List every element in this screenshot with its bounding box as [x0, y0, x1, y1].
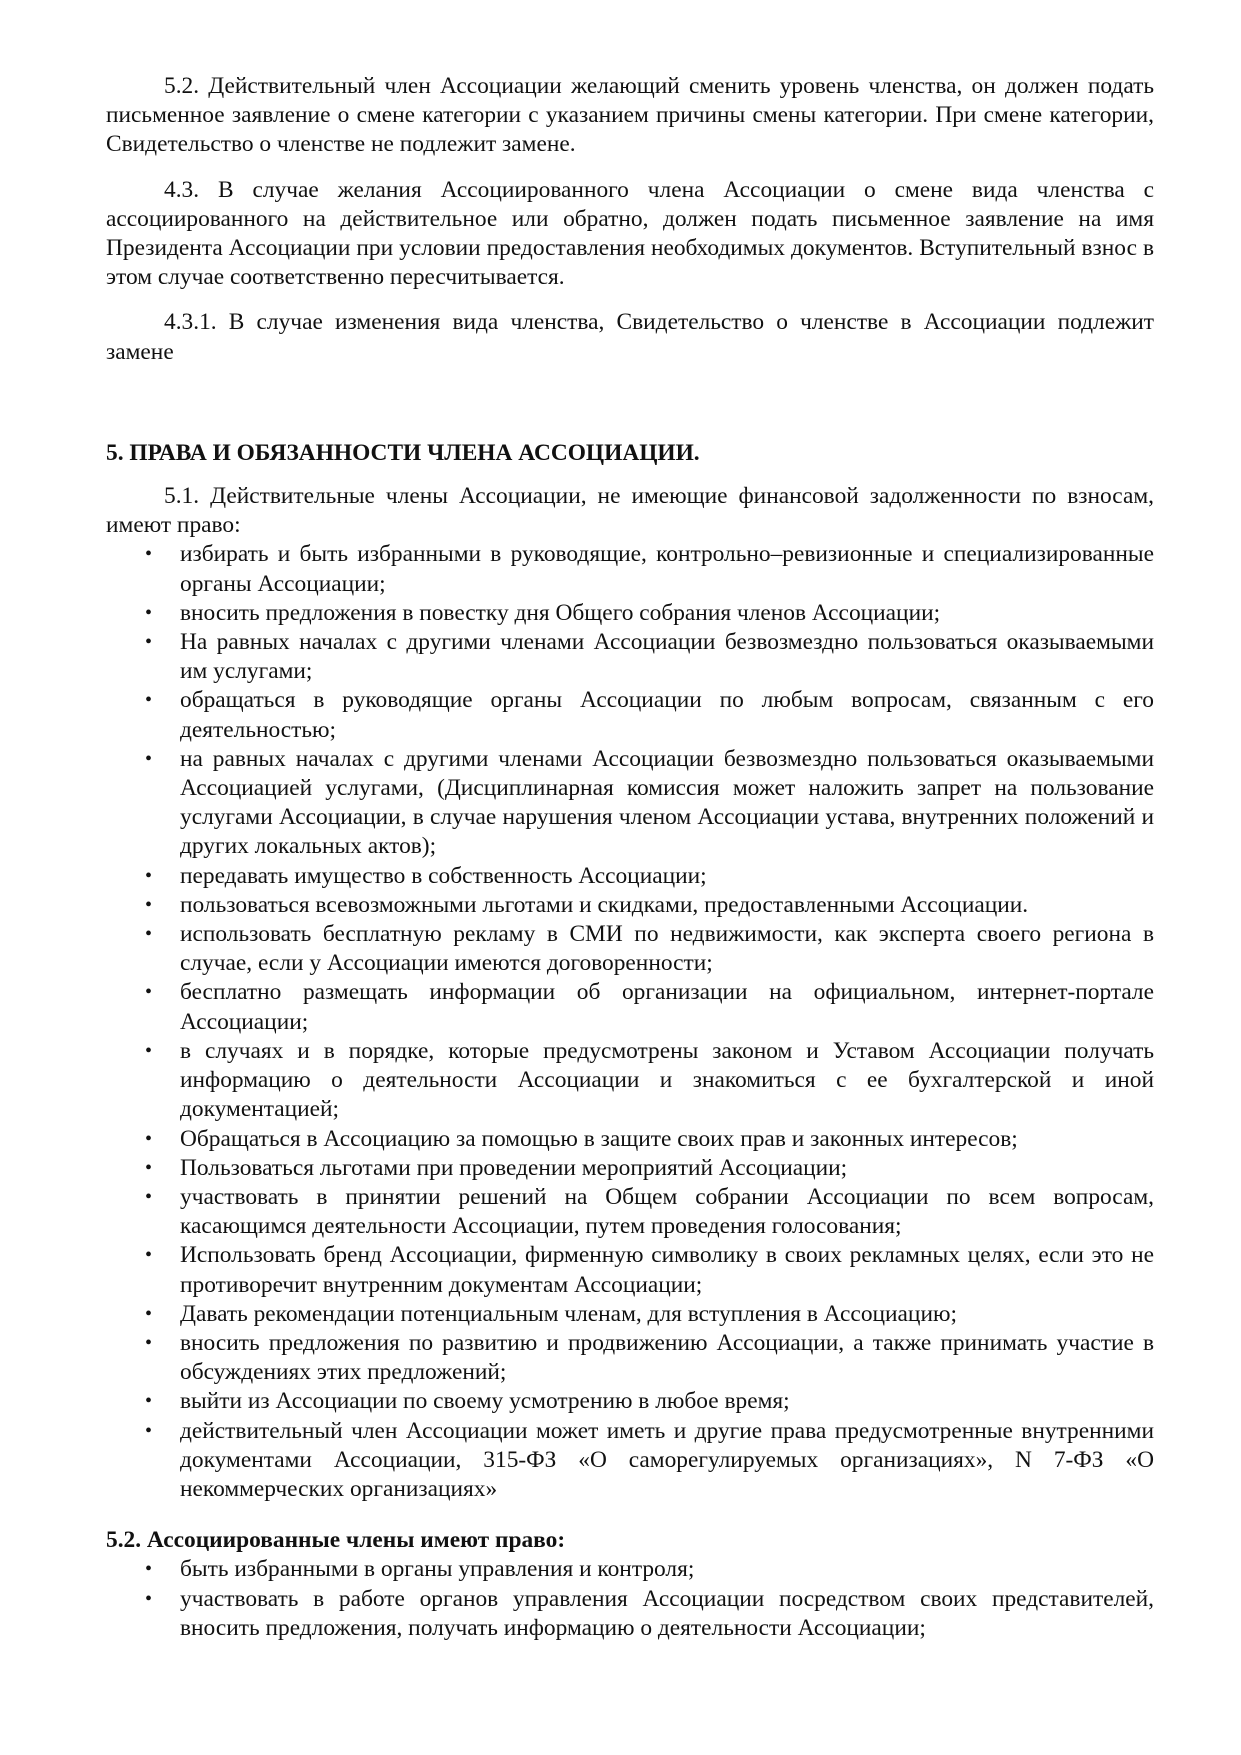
list-item [106, 1300, 1154, 1329]
list-item-text: Обращаться в Ассоциацию за помощью в защите своих прав и законных интересов; [180, 1125, 1018, 1152]
paragraph-4-3-membership-type-change: 4.3. В случае желания Ассоциированного члена Ассоциации о смене вида членства с ассоциированного на действительное или обратно, должен подать письменное заявление на имя Президента Ассоциации при условии предоставления необходимых документов. Вступительный взнос в этом случае соответственно пересчитывается. [106, 176, 1154, 291]
paragraph-5-2-category-change: 5.2. Действительный член Ассоциации желающий сменить уровень членства, он должен подать письменное заявление о смене категории с указанием причины смены категории. При смене категории, Свидетельство о членстве не подлежит замене. [106, 73, 1154, 158]
bullet-icon: • [145, 1039, 153, 1062]
list-item [106, 1555, 1154, 1584]
bullet-icon: • [145, 689, 153, 712]
list-item [106, 599, 1154, 628]
list-item-text: вносить предложения в повестку дня Общего собрания членов Ассоциации; [180, 599, 941, 626]
list-item [106, 1585, 1154, 1643]
paragraph-4-3-1-certificate-replacement: 4.3.1. В случае изменения вида членства, Свидетельство о членстве в Ассоциации подлежит замене [106, 309, 1154, 365]
document-page [106, 72, 1154, 1643]
list-item-text: вносить предложения по развитию и продвижению Ассоциации, а также принимать участие в обсуждениях этих предложений; [180, 1329, 1154, 1386]
list-item-text: быть избранными в органы управления и контроля; [180, 1556, 695, 1583]
list-item [106, 920, 1154, 978]
list-item-text: На равных началах с другими членами Ассоциации безвозмездно пользоваться оказываемыми им услугами; [180, 629, 1154, 685]
bullet-icon: • [145, 1302, 153, 1325]
associate-member-rights-list [106, 1555, 1154, 1643]
section-5-2-heading: 5.2. Ассоциированные члены имеют право: [106, 1527, 566, 1554]
bullet-icon: • [145, 1185, 153, 1208]
bullet-icon: • [145, 1587, 153, 1610]
list-item [106, 628, 1154, 686]
bullet-icon: • [145, 747, 153, 770]
list-item [106, 1387, 1154, 1416]
list-item [106, 1417, 1154, 1505]
bullet-icon: • [145, 981, 153, 1004]
list-item-text: Пользоваться льготами при проведении мероприятий Ассоциации; [180, 1154, 848, 1181]
list-item-text: Давать рекомендации потенциальным членам, для вступления в Ассоциацию; [180, 1300, 957, 1327]
list-item-text: на равных началах с другими членами Ассоциации безвозмездно пользоваться оказываемыми Ассоциацией услугами, (Дисциплинарная комиссия может наложить запрет на пользование услугами Ассоциации, в случае нарушения членом Ассоциации устава, внутренних положений и других локальных актов); [180, 745, 1154, 860]
list-item-text: выйти из Ассоциации по своему усмотрению в любое время; [180, 1388, 790, 1415]
bullet-icon: • [145, 601, 153, 624]
bullet-icon: • [145, 1558, 153, 1581]
bullet-icon: • [145, 1390, 153, 1413]
list-item [106, 862, 1154, 891]
list-item-text: бесплатно размещать информации об организации на официальном, интернет-портале Ассоциации; [180, 979, 1154, 1035]
list-item [106, 745, 1154, 862]
list-item [106, 1183, 1154, 1241]
bullet-icon: • [145, 1244, 153, 1267]
bullet-icon: • [145, 1419, 153, 1442]
list-item [106, 1241, 1154, 1299]
bullet-icon: • [145, 1156, 153, 1179]
list-item [106, 978, 1154, 1036]
list-item [106, 1154, 1154, 1183]
bullet-icon: • [145, 543, 153, 566]
list-item-text: Использовать бренд Ассоциации, фирменную символику в своих рекламных целях, если это не противоречит внутренним документам Ассоциации; [180, 1242, 1154, 1298]
bullet-icon: • [145, 1127, 153, 1150]
section-5-heading: 5. ПРАВА И ОБЯЗАННОСТИ ЧЛЕНА АССОЦИАЦИИ. [106, 439, 700, 466]
list-item-text: избирать и быть избранными в руководящие, контрольно–ревизионные и специализированные органы Ассоциации; [180, 541, 1154, 597]
list-item [106, 1037, 1154, 1125]
list-item-text: участвовать в принятии решений на Общем собрании Ассоциации по всем вопросам, касающимся деятельности Ассоциации, путем проведения голосования; [180, 1183, 1154, 1240]
section-5-1-intro: 5.1. Действительные члены Ассоциации, не имеющие финансовой задолженности по взносам, имеют право: [106, 483, 1154, 539]
bullet-icon: • [145, 631, 153, 654]
list-item-text: участвовать в работе органов управления Ассоциации посредством своих представителей, вносить предложения, получать информацию о деятельности Ассоциации; [180, 1585, 1154, 1641]
list-item-text: пользоваться всевозможными льготами и скидками, предоставленными Ассоциации. [180, 891, 1029, 918]
list-item [106, 686, 1154, 744]
bullet-icon: • [145, 864, 153, 887]
list-item-text: действительный член Ассоциации может иметь и другие права предусмотренные внутренними документами Ассоциации, 315-ФЗ «О саморегулируемых организациях», N 7-ФЗ «О некоммерческих организациях» [180, 1417, 1154, 1502]
bullet-icon: • [145, 893, 153, 916]
list-item [106, 1329, 1154, 1387]
list-item-text: в случаях и в порядке, которые предусмотрены законом и Уставом Ассоциации получать информацию о деятельности Ассоциации и знакомиться с ее бухгалтерской и иной документацией; [180, 1037, 1154, 1123]
list-item-text: передавать имущество в собственность Ассоциации; [180, 862, 707, 889]
list-item [106, 891, 1154, 920]
full-member-rights-list [106, 540, 1154, 1504]
list-item-text: обращаться в руководящие органы Ассоциации по любым вопросам, связанным с его деятельностью; [180, 687, 1154, 743]
bullet-icon: • [145, 1331, 153, 1354]
list-item-text: использовать бесплатную рекламу в СМИ по недвижимости, как эксперта своего региона в случае, если у Ассоциации имеются договоренности; [180, 921, 1154, 977]
list-item [106, 1125, 1154, 1154]
bullet-icon: • [145, 923, 153, 946]
list-item [106, 540, 1154, 598]
